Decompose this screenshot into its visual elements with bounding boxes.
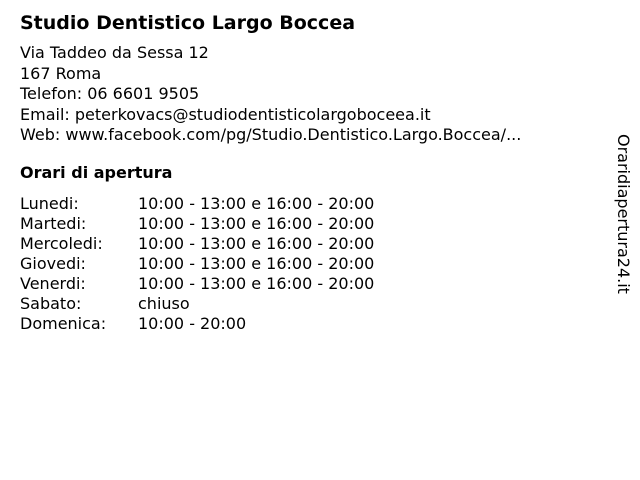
website-url: Web: www.facebook.com/pg/Studio.Dentistico.Largo.Boccea/... xyxy=(20,125,522,144)
opening-hours-heading: Orari di apertura xyxy=(20,163,173,182)
business-name: Studio Dentistico Largo Boccea xyxy=(20,12,356,34)
street-address: Via Taddeo da Sessa 12 xyxy=(20,43,209,62)
day-hours: 10:00 - 13:00 e 16:00 - 20:00 xyxy=(138,274,375,293)
day-label: Sabato: xyxy=(20,294,82,313)
email-address: Email: peterkovacs@studiodentisticolargoboceea.it xyxy=(20,104,431,124)
day-label: Lunedi: xyxy=(20,194,79,213)
day-label: Martedi: xyxy=(20,214,87,233)
day-hours: 10:00 - 13:00 e 16:00 - 20:00 xyxy=(138,194,375,213)
brand-watermark xyxy=(612,134,634,310)
day-hours: 10:00 - 20:00 xyxy=(138,314,247,333)
day-hours: chiuso xyxy=(138,294,190,313)
day-label: Giovedi: xyxy=(20,254,86,273)
city-address: 167 Roma xyxy=(20,63,102,83)
day-hours: 10:00 - 13:00 e 16:00 - 20:00 xyxy=(138,254,375,273)
day-hours: 10:00 - 13:00 e 16:00 - 20:00 xyxy=(138,234,375,253)
day-label: Domenica: xyxy=(20,314,107,333)
brand-watermark-text: Oraridiapertura24.it xyxy=(614,134,633,294)
day-hours: 10:00 - 13:00 e 16:00 - 20:00 xyxy=(138,214,375,233)
day-label: Mercoledi: xyxy=(20,234,103,253)
day-label: Venerdi: xyxy=(20,274,86,293)
phone-number: Telefon: 06 6601 9505 xyxy=(20,84,200,103)
business-contact-block xyxy=(20,43,521,146)
